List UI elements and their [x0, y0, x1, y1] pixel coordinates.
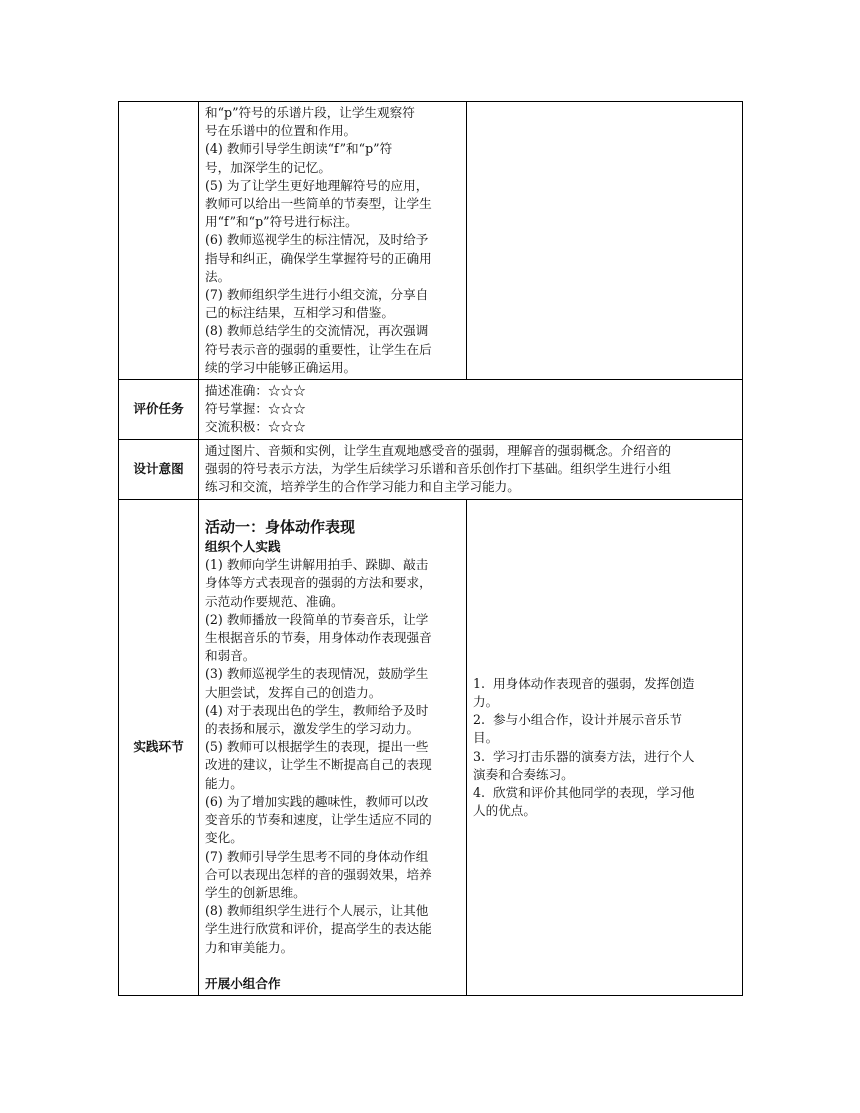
- text-line: 身体等方式表现音的强弱的方法和要求，: [205, 575, 432, 591]
- text-line: (6) 为了增加实践的趣味性，教师可以改: [205, 793, 429, 809]
- section-subtitle-2: 开展小组合作: [205, 975, 281, 991]
- goal-line: 2. 参与小组合作，设计并展示音乐节: [473, 712, 682, 728]
- text-line: (8) 教师总结学生的交流情况，再次强调: [205, 323, 429, 339]
- text-line: 和弱音。: [205, 648, 256, 664]
- goal-line: 演奏和合奏练习。: [473, 766, 574, 782]
- text-line: 用“f”和“p”符号进行标注。: [205, 214, 358, 230]
- text-line: 号，加深学生的记忆。: [205, 159, 331, 175]
- text-line: 学生进行欣赏和评价，提高学生的表达能: [205, 921, 432, 937]
- eval-content-cell: [199, 380, 743, 440]
- text-line: 能力。: [205, 775, 243, 791]
- text-line: 指导和纠正，确保学生掌握符号的正确用: [205, 250, 432, 266]
- goal-line: 人的优点。: [473, 803, 536, 819]
- text-line: (4) 对于表现出色的学生，教师给予及时: [205, 702, 429, 718]
- goal-line: 力。: [473, 693, 499, 709]
- text-line: 号在乐谱中的位置和作用。: [205, 123, 357, 139]
- text-line: 大胆尝试，发挥自己的创造力。: [205, 684, 382, 700]
- practice-content-cell: [199, 500, 467, 996]
- text-line: (7) 教师引导学生思考不同的身体动作组: [205, 848, 429, 864]
- empty-label-cell: [119, 102, 199, 380]
- text-line: 符号表示音的强弱的重要性，让学生在后: [205, 341, 432, 357]
- text-line: 变音乐的节奏和速度，让学生适应不同的: [205, 812, 432, 828]
- text-line: (4) 教师引导学生朗读“f”和“p”符: [205, 141, 393, 157]
- text-line: 和“p”符号的乐谱片段，让学生观察符: [205, 105, 415, 120]
- text-line: 示范动作要规范、准确。: [205, 593, 344, 609]
- goal-line: 4. 欣赏和评价其他同学的表现，学习他: [473, 784, 695, 800]
- text-line: (1) 教师向学生讲解用拍手、跺脚、敲击: [205, 557, 429, 573]
- design-content-cell: [199, 440, 743, 500]
- text-line: 强弱的符号表示方法，为学生后续学习乐谱和音乐创作打下基础。组织学生进行小组: [205, 461, 671, 477]
- text-line: 符号掌握：☆☆☆: [205, 401, 306, 417]
- text-line: 改进的建议，让学生不断提高自己的表现: [205, 757, 432, 773]
- table-row: [119, 102, 743, 380]
- text-line: 教师可以给出一些简单的节奏型，让学生: [205, 196, 432, 212]
- goals-cell: [467, 500, 743, 996]
- goal-line: 目。: [473, 730, 499, 746]
- activity-title: 活动一：身体动作表现: [205, 518, 356, 537]
- text-line: 练习和交流，培养学生的合作学习能力和自主学习能力。: [205, 479, 520, 495]
- text-line: 交流积极：☆☆☆: [205, 419, 306, 435]
- text-line: (7) 教师组织学生进行小组交流，分享自: [205, 287, 429, 303]
- row-label-eval: 评价任务: [119, 380, 199, 440]
- text-line: (6) 教师巡视学生的标注情况，及时给予: [205, 232, 429, 248]
- text-line: 学生的创新思维。: [205, 884, 306, 900]
- table-row: [119, 440, 743, 500]
- table-row: [119, 380, 743, 440]
- lesson-plan-table: [118, 101, 743, 996]
- text-line: 通过图片、音频和实例，让学生直观地感受音的强弱，理解音的强弱概念。介绍音的: [205, 443, 671, 459]
- section-subtitle: 组织个人实践: [205, 539, 281, 555]
- text-line: 描述准确：☆☆☆: [205, 383, 306, 399]
- empty-goals-cell: [467, 102, 743, 380]
- text-line: 合可以表现出怎样的音的强弱效果，培养: [205, 866, 432, 882]
- text-line: 变化。: [205, 830, 243, 846]
- text-line: (2) 教师播放一段简单的节奏音乐，让学: [205, 611, 429, 627]
- row-label-design: 设计意图: [119, 440, 199, 500]
- text-line: 法。: [205, 268, 231, 284]
- text-line: (3) 教师巡视学生的表现情况，鼓励学生: [205, 666, 429, 682]
- text-line: 生根据音乐的节奏，用身体动作表现强音: [205, 630, 432, 646]
- text-line: (5) 教师可以根据学生的表现，提出一些: [205, 739, 429, 755]
- text-line: 续的学习中能够正确运用。: [205, 359, 357, 375]
- goal-line: 1. 用身体动作表现音的强弱，发挥创造: [473, 675, 695, 691]
- text-line: 己的标注结果，互相学习和借鉴。: [205, 305, 394, 321]
- teacher-steps-cell: [199, 102, 467, 380]
- text-line: (5) 为了让学生更好地理解符号的应用，: [205, 177, 429, 193]
- table-row: [119, 500, 743, 996]
- goal-line: 3. 学习打击乐器的演奏方法，进行个人: [473, 748, 695, 764]
- row-label-practice: 实践环节: [119, 500, 199, 996]
- text-line: 力和审美能力。: [205, 939, 294, 955]
- text-line: (8) 教师组织学生进行个人展示，让其他: [205, 903, 429, 919]
- text-line: 的表扬和展示，激发学生的学习动力。: [205, 721, 420, 737]
- spacer: [205, 957, 460, 975]
